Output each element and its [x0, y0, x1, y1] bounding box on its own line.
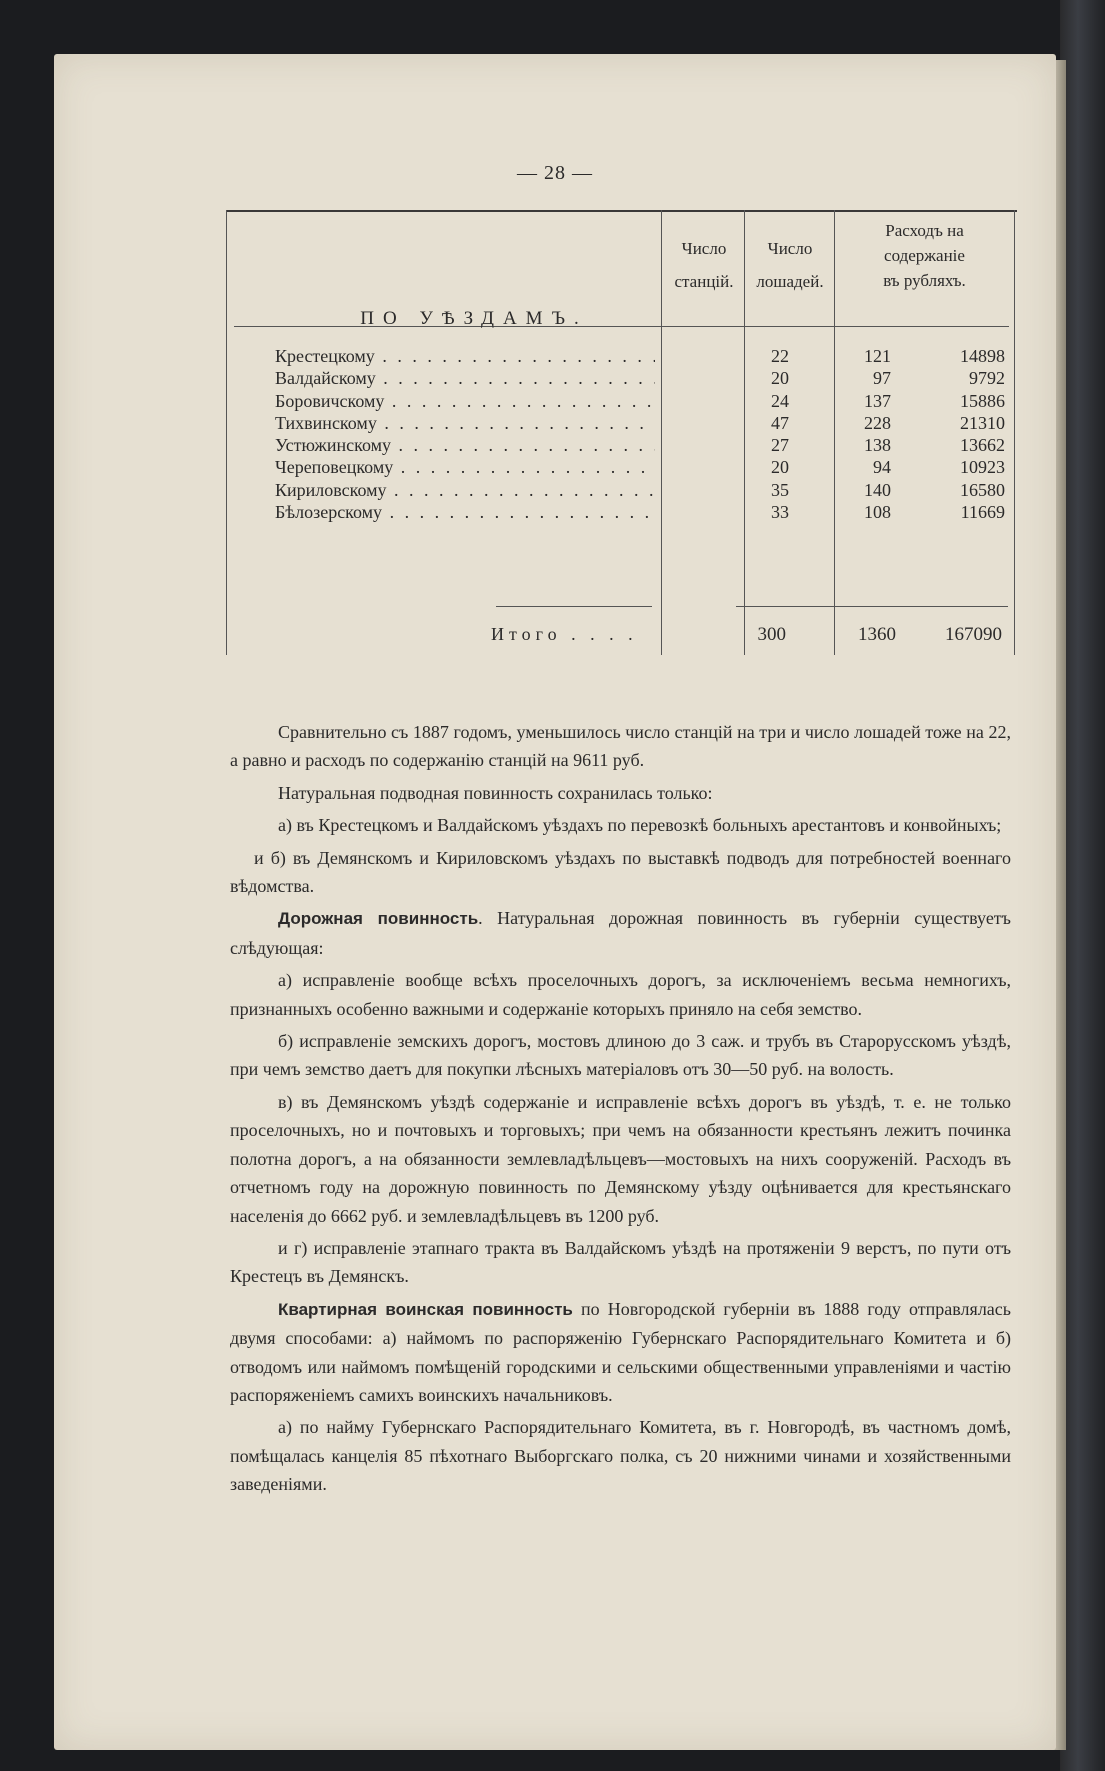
table-row: Устюжинскому . . . 27 138 13662 — [275, 434, 1005, 456]
paragraph: а) по найму Губернскаго Распорядительнаго Комитета, въ г. Новгородѣ, въ частномъ домѣ, помѣщалась канцелія 85 пѣхотнаго Выборгскаго полка, съ 20 нижними чинами и хозяйственными заведеніями. — [230, 1417, 1011, 1495]
table-row: Боровичскому . . . 24 137 15886 — [275, 390, 1005, 412]
section-heading: Квартирная воинская повинность — [278, 1299, 573, 1319]
page-number: — 28 — — [517, 162, 593, 184]
total-rule-right — [736, 606, 1008, 607]
total-stations: 300 — [757, 624, 786, 645]
statistics-table — [226, 210, 1017, 655]
paragraph: в) въ Демянскомъ уѣздѣ содержаніе и исправленіе всѣхъ дорогъ въ уѣздѣ, т. е. не только проселочныхъ, но и почтовыхъ и торговыхъ; при чемъ на обязанности крестьянъ лежитъ починка полотна дорогъ, а на обязанности землевладѣльцевъ—мостовыхъ на нихъ сооруженій. Расходъ въ отчетномъ году на дорожную повинность по Демянскому уѣзду оцѣнивается для крестьянскаго населенія до 6662 руб. и землевладѣльцевъ въ 1200 руб. — [230, 1091, 1011, 1226]
table-row: Крестецкому . . . 22 121 14898 — [275, 345, 1005, 367]
section-heading: Дорожная повинность — [278, 909, 479, 929]
table-left-border — [226, 210, 227, 655]
document-page — [54, 54, 1056, 1750]
paragraph: и б) въ Демянскомъ и Кириловскомъ уѣздахъ по выставкѣ подводъ для потребностей военнаго вѣдомства. — [230, 847, 1011, 897]
header-horses: Число лошадей. — [756, 239, 824, 291]
body-text — [230, 718, 1011, 1503]
table-top-rule — [226, 210, 1017, 212]
table-right-border — [1014, 210, 1015, 655]
paragraph: б) исправленіе земскихъ дорогъ, мостовъ длиною до 3 саж. и трубъ въ Старорусскомъ уѣздѣ, при чемъ земство даетъ для покупки лѣсныхъ матеріаловъ отъ 30—50 руб. на волость. — [230, 1031, 1011, 1080]
table-row: Тихвинскому . . . 47 228 21310 — [275, 412, 1005, 434]
total-rule-left — [496, 606, 652, 607]
table-row: Валдайскому . . . 20 97 9792 — [275, 367, 1005, 389]
paragraph: Натуральная подводная повинность сохранилась только: — [278, 782, 713, 803]
book-spine — [1060, 0, 1105, 1771]
total-label: Итого . . . . — [491, 624, 638, 644]
paragraph: Квартирная воинская повинность по Новгородской губерніи въ 1888 году отправлялась двумя способами: а) наймомъ по распоряженію Губернскаго Распорядительнаго Комитета и б) отводомъ или наймомъ помѣщеній городскими и сельскими общественными управленіями и частію распоряженіемъ самихъ воинскихъ начальниковъ. — [230, 1298, 1011, 1405]
header-stations: Число станцій. — [674, 239, 734, 291]
paragraph: а) въ Крестецкомъ и Валдайскомъ уѣздахъ по перевозкѣ больныхъ арестантовъ и конвойныхъ; — [278, 815, 1002, 836]
table-body — [275, 345, 1005, 523]
table-header-title: ПО УѢЗДАМЪ. — [360, 308, 588, 329]
table-row: Череповецкому . . . 20 94 10923 — [275, 456, 1005, 478]
table-row: Бѣлозерскому . . . 33 108 11669 — [275, 501, 1005, 523]
paragraph: а) исправленіе вообще всѣхъ проселочныхъ дорогъ, за исключеніемъ весьма немногихъ, признанныхъ особенно важными и содержаніе которыхъ приняло на себя земство. — [230, 970, 1011, 1019]
total-horses: 1360 — [858, 624, 896, 645]
paragraph: Сравнительно съ 1887 годомъ, уменьшилось число станцій на три и число лошадей тоже на 22, а равно и расходъ по содержанію станцій на 9611 руб. — [230, 722, 1011, 771]
table-row: Кириловскому . . . 35 140 16580 — [275, 479, 1005, 501]
header-expense: Расходъ на содержаніе въ рубляхъ. — [883, 221, 966, 290]
paragraph: Дорожная повинность. Натуральная дорожная повинность въ губерніи существуетъ слѣдующая: — [230, 908, 1011, 958]
total-expense: 167090 — [945, 624, 1002, 645]
paragraph: и г) исправленіе этапнаго тракта въ Валдайскомъ уѣздѣ на протяженіи 9 верстъ, по пути отъ Крестецъ въ Демянскъ. — [230, 1237, 1011, 1287]
